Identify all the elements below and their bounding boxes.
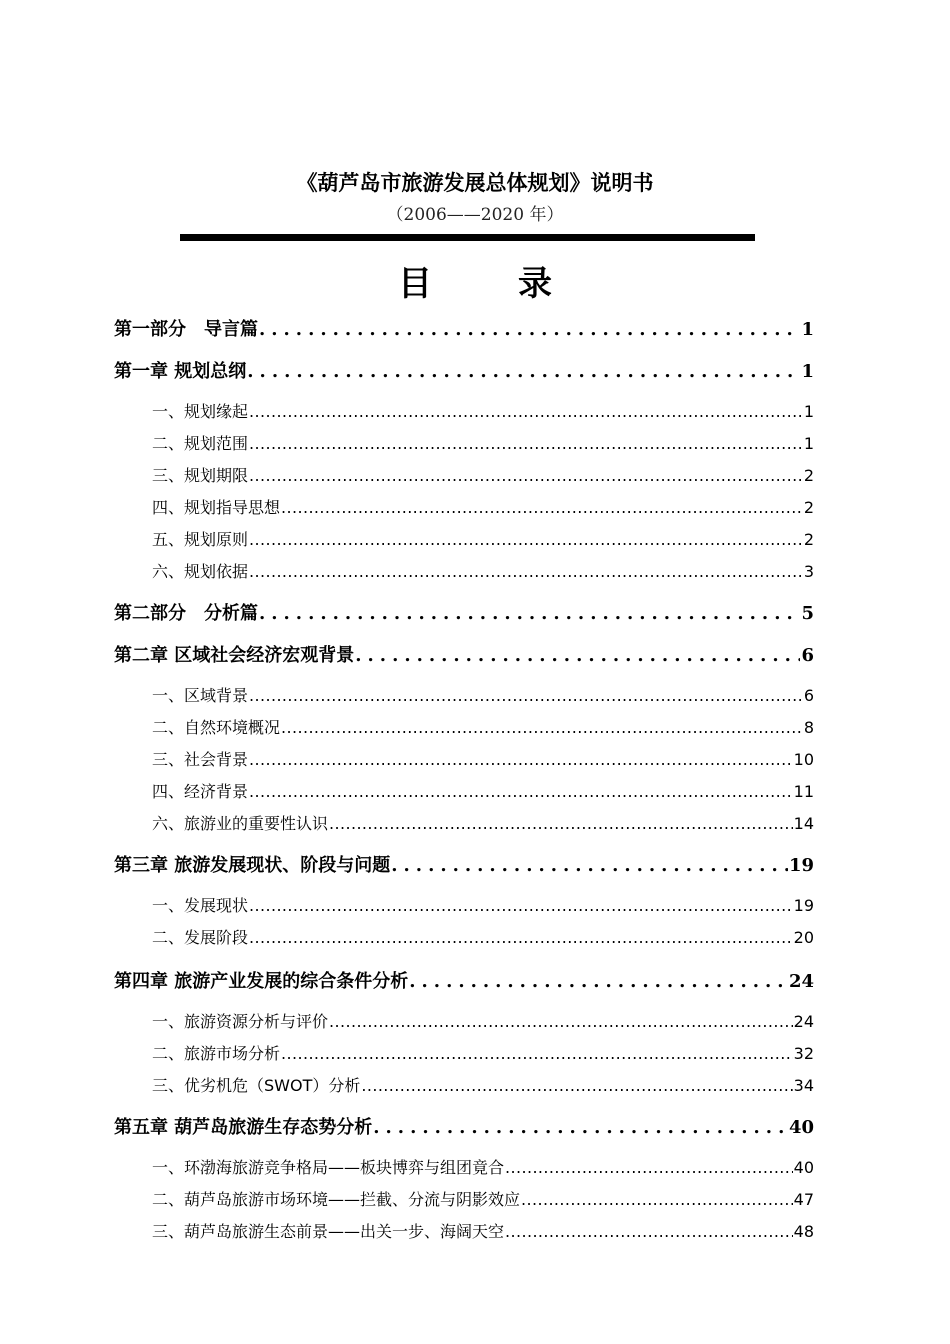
toc-leader-dots	[249, 926, 793, 950]
document-subtitle: （2006——2020 年）	[386, 205, 564, 225]
toc-leader-dots	[249, 464, 803, 488]
toc-entry[interactable]	[152, 400, 814, 424]
toc-page-number: 1	[803, 402, 814, 421]
toc-entry-label: 六、规划依据	[152, 562, 249, 581]
toc-entry[interactable]	[152, 894, 814, 918]
toc-leader-dots	[329, 1010, 793, 1034]
toc-entry-label: 二、旅游市场分析	[152, 1044, 281, 1063]
toc-page-number: 47	[793, 1190, 814, 1209]
toc-page-number: 48	[793, 1222, 814, 1241]
toc-leader-dots	[505, 1156, 793, 1180]
toc-entry[interactable]	[152, 1188, 814, 1212]
toc-entry[interactable]	[152, 1156, 814, 1180]
toc-entry-label: 三、规划期限	[152, 466, 249, 485]
toc-entry[interactable]	[152, 748, 814, 772]
toc-entry[interactable]	[152, 528, 814, 552]
toc-entry[interactable]	[114, 1114, 814, 1142]
toc-leader-dots	[249, 400, 803, 424]
toc-entry-label: 五、规划原则	[152, 530, 249, 549]
toc-page-number: 6	[803, 686, 814, 705]
toc-entry[interactable]	[152, 464, 814, 488]
toc-leader-dots	[281, 716, 803, 740]
toc-page-number: 32	[793, 1044, 814, 1063]
toc-entry-label: 二、规划范围	[152, 434, 249, 453]
toc-leader-dots	[329, 812, 793, 836]
toc-page-number: 10	[793, 750, 814, 769]
toc-entry-label: 四、规划指导思想	[152, 498, 281, 517]
toc-page-number: 24	[788, 971, 814, 992]
toc-entry[interactable]	[152, 560, 814, 584]
title-rule	[180, 234, 755, 241]
toc-entry-label: 第一章 规划总纲	[114, 361, 247, 382]
toc-page-number: 1	[803, 434, 814, 453]
toc-page-number: 34	[793, 1076, 814, 1095]
toc-entry[interactable]	[152, 432, 814, 456]
toc-leader-dots	[247, 358, 800, 386]
toc-entry[interactable]	[152, 1074, 814, 1098]
toc-page-number: 3	[803, 562, 814, 581]
toc-page-number: 8	[803, 718, 814, 737]
toc-entry-label: 第一部分 导言篇	[114, 319, 258, 340]
toc-leader-dots	[259, 316, 800, 344]
toc-entry-label: 二、葫芦岛旅游市场环境——拦截、分流与阴影效应	[152, 1190, 521, 1209]
toc-entry[interactable]	[114, 852, 814, 880]
toc-page-number: 2	[803, 530, 814, 549]
toc-leader-dots	[249, 528, 803, 552]
toc-entry-label: 二、自然环境概况	[152, 718, 281, 737]
toc-page-number: 40	[788, 1117, 814, 1138]
toc-page-number: 19	[788, 855, 814, 876]
toc-entry-label: 一、环渤海旅游竞争格局——板块博弈与组团竟合	[152, 1158, 505, 1177]
toc-entry[interactable]	[152, 1220, 814, 1244]
toc-leader-dots	[409, 968, 788, 996]
toc-entry-label: 三、葫芦岛旅游生态前景——出关一步、海阔天空	[152, 1222, 505, 1241]
toc-page-number: 11	[793, 782, 814, 801]
toc-page-number: 19	[793, 896, 814, 915]
toc-entry-label: 二、发展阶段	[152, 928, 249, 947]
toc-entry[interactable]	[152, 496, 814, 520]
toc-entry[interactable]	[152, 716, 814, 740]
toc-entry-label: 一、区域背景	[152, 686, 249, 705]
toc-page-number: 5	[801, 603, 814, 624]
toc-entry-label: 一、规划缘起	[152, 402, 249, 421]
toc-entry-label: 三、社会背景	[152, 750, 249, 769]
toc-page-number: 20	[793, 928, 814, 947]
toc-entry[interactable]	[152, 926, 814, 950]
toc-leader-dots	[281, 496, 803, 520]
toc-leader-dots	[259, 600, 800, 628]
toc-entry-label: 一、发展现状	[152, 896, 249, 915]
toc-entry-label: 三、优劣机危（SWOT）分析	[152, 1076, 361, 1095]
toc-entry-label: 第二部分 分析篇	[114, 603, 258, 624]
toc-page-number: 14	[793, 814, 814, 833]
toc-entry-label: 第五章 葫芦岛旅游生存态势分析	[114, 1117, 373, 1138]
toc-leader-dots	[521, 1188, 793, 1212]
toc-entry-label: 第三章 旅游发展现状、阶段与问题	[114, 855, 391, 876]
toc-leader-dots	[249, 560, 803, 584]
toc-leader-dots	[373, 1114, 788, 1142]
toc-leader-dots	[281, 1042, 793, 1066]
toc-entry[interactable]	[152, 1042, 814, 1066]
toc-page-number: 1	[801, 319, 814, 340]
toc-leader-dots	[249, 780, 793, 804]
toc-entry[interactable]	[152, 812, 814, 836]
toc-page-number: 40	[793, 1158, 814, 1177]
toc-entry[interactable]	[152, 1010, 814, 1034]
toc-entry-label: 一、旅游资源分析与评价	[152, 1012, 329, 1031]
toc-entry[interactable]	[114, 642, 814, 670]
toc-leader-dots	[391, 852, 788, 880]
toc-page-number: 2	[803, 466, 814, 485]
toc-leader-dots	[505, 1220, 793, 1244]
toc-entry-label: 四、经济背景	[152, 782, 249, 801]
toc-entry[interactable]	[114, 968, 814, 996]
toc-leader-dots	[361, 1074, 792, 1098]
toc-entry[interactable]	[152, 684, 814, 708]
toc-leader-dots	[249, 748, 793, 772]
toc-page-number: 24	[793, 1012, 814, 1031]
toc-page-number: 1	[801, 361, 814, 382]
toc-page-number: 6	[801, 645, 814, 666]
toc-entry[interactable]	[114, 316, 814, 344]
toc-entry[interactable]	[114, 600, 814, 628]
document-title: 《葫芦岛市旅游发展总体规划》说明书	[296, 171, 654, 195]
toc-leader-dots	[355, 642, 800, 670]
toc-entry-label: 六、旅游业的重要性认识	[152, 814, 329, 833]
toc-entry[interactable]	[114, 358, 814, 386]
toc-heading: 目录	[398, 264, 638, 304]
toc-entry-label: 第二章 区域社会经济宏观背景	[114, 645, 355, 666]
toc-leader-dots	[249, 432, 803, 456]
toc-entry-label: 第四章 旅游产业发展的综合条件分析	[114, 971, 409, 992]
toc-page-number: 2	[803, 498, 814, 517]
toc-leader-dots	[249, 894, 793, 918]
toc-leader-dots	[249, 684, 803, 708]
toc-entry[interactable]	[152, 780, 814, 804]
